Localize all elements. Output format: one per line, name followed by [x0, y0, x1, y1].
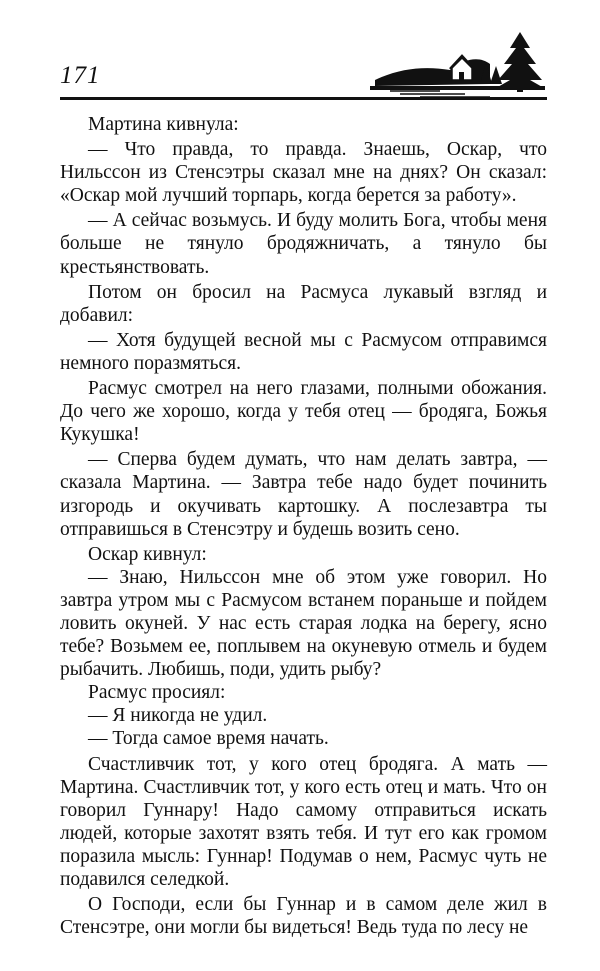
paragraph: Мартина кивнула: [88, 114, 239, 135]
paragraph: Потом он бросил на Расмуса лукавый взгляд и добавил: [60, 281, 547, 326]
paragraph: Расмус просиял: [88, 682, 226, 704]
paragraph: — Тогда самое время начать. [88, 728, 329, 750]
page-number: 171 [60, 62, 101, 89]
paragraph: — Знаю, Нильссон мне об этом уже говорил. Но завтра утром мы с Расмусом встанем пораньше и пойдем ловить окуней. У нас есть старая лодка на берегу, ясно тебе? Возьмем ее, поплывем на окуневую отмель и будем рыбачить. Любишь, поди, удить рыбу? [60, 566, 547, 681]
paragraph: Расмус смотрел на него глазами, полными обожания. До чего же хорошо, когда у тебя отец — бродяга, Божья Кукушка! [60, 378, 547, 446]
paragraph: — Хотя будущей весной мы с Расмусом отправимся немного поразмяться. [60, 329, 547, 374]
paragraph: — Я никогда не удил. [88, 705, 268, 727]
paragraph: — А сейчас возьмусь. И буду молить Бога, чтобы меня больше не тянуло бродяжничать, а тянуло бы крестьянствовать. [60, 210, 547, 278]
paragraph: — Сперва будем думать, что нам делать завтра, — сказала Мартина. — Завтра тебе надо будет починить изгородь и окучивать картошку. А послезавтра ты отправишься в Стенсэтру и будешь возить сено. [60, 449, 547, 540]
landscape-vignette-icon [370, 28, 545, 98]
paragraph: О Господи, если бы Гуннар и в самом деле жил в Стенсэтре, они могли бы видеться! Ведь туда по лесу не [60, 894, 547, 939]
paragraph: — Что правда, то правда. Знаешь, Оскар, что Нильссон из Стенсэтры сказал мне на днях? Он сказал: «Оскар мой лучший торпарь, когда берется за работу». [60, 139, 547, 207]
paragraph: Счастливчик тот, у кого отец бродяга. А мать — Мартина. Счастливчик тот, у кого есть отец и мать. Что он говорил Гуннару! Надо самому отправиться искать людей, которые захотят взять тебя. И тут его как громом поразила мысль: Гуннар! Подумав о нем, Расмус чуть не подавился селедкой. [60, 753, 547, 890]
page-header [0, 0, 600, 110]
header-rule [60, 97, 547, 100]
body-text [60, 113, 547, 939]
paragraph: Оскар кивнул: [88, 543, 207, 565]
